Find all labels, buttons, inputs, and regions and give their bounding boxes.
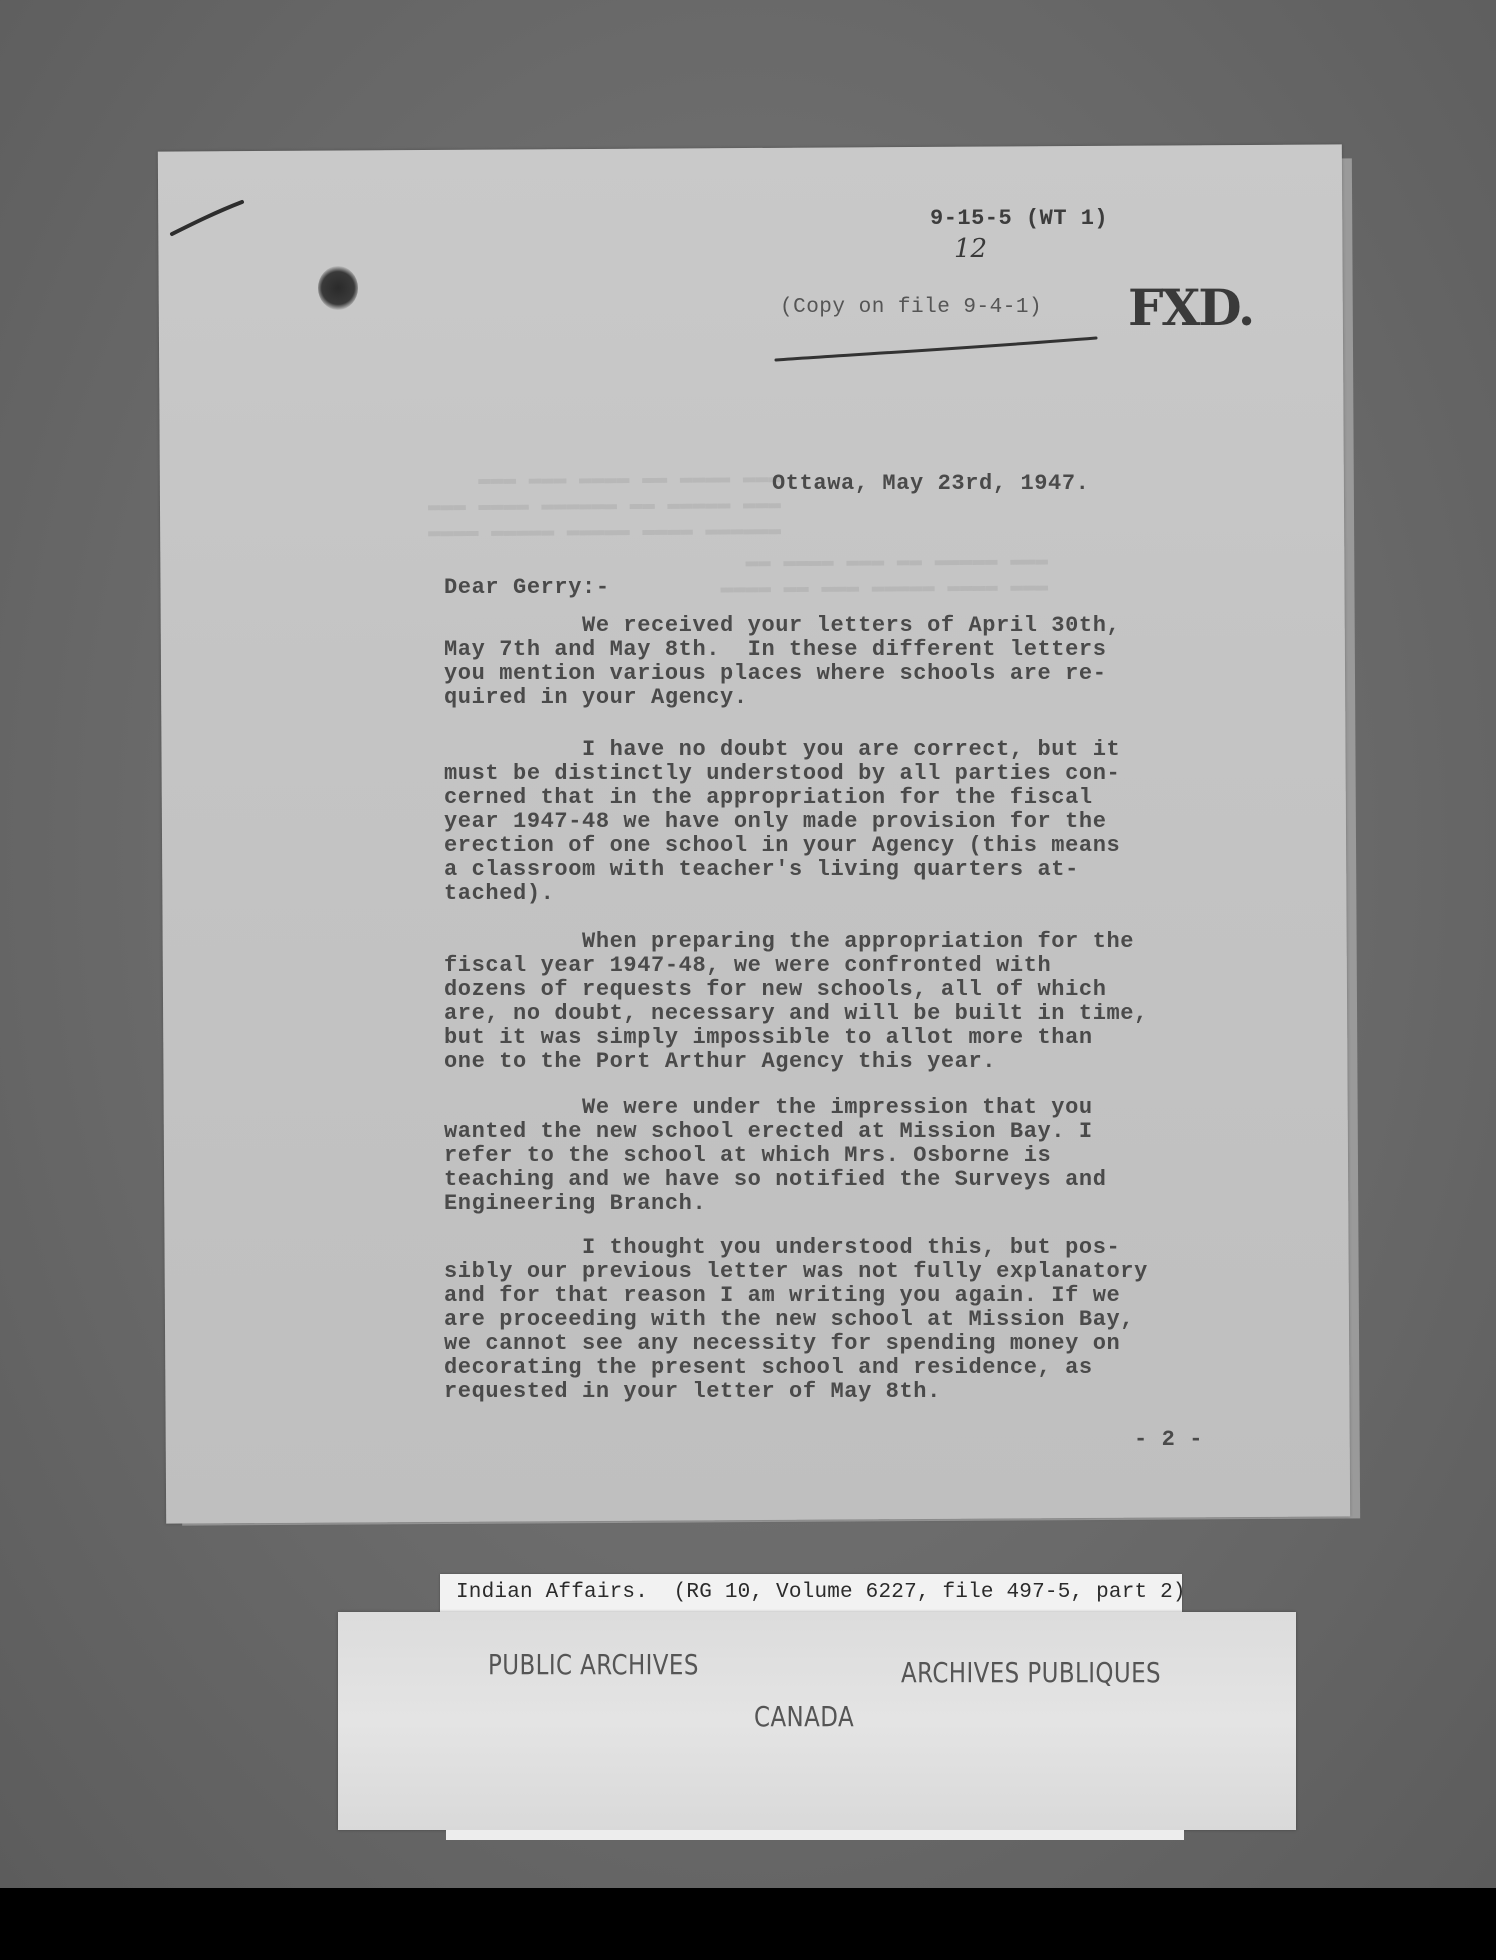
text-line: quired in your Agency.: [444, 685, 748, 710]
text-line: I thought you understood this, but pos-: [444, 1235, 1121, 1260]
text-line: are proceeding with the new school at Mission Bay,: [444, 1307, 1135, 1332]
text-line: We received your letters of April 30th,: [444, 613, 1121, 638]
text-line: Engineering Branch.: [444, 1191, 707, 1216]
paragraph-3: [444, 930, 1224, 1074]
handwritten-number: 12: [954, 234, 988, 264]
file-reference-number: 9-15-5 (WT 1): [930, 206, 1109, 231]
text-line: I have no doubt you are correct, but it: [444, 737, 1121, 762]
page-number: - 2 -: [1134, 1427, 1204, 1452]
text-line: May 7th and May 8th. In these different letters: [444, 637, 1107, 662]
text-line: you mention various places where schools are re-: [444, 661, 1107, 686]
text-line: tached).: [444, 881, 555, 906]
label-bottom-strip: [446, 1830, 1184, 1840]
text-line: and for that reason I am writing you again. If we: [444, 1283, 1121, 1308]
text-line: year 1947-48 we have only made provision for the: [444, 809, 1107, 834]
text-line: one to the Port Arthur Agency this year.: [444, 1049, 997, 1074]
bleed-through-text-2: ▬▬▬ ▬▬▬▬▬ ▬▬ ▬▬▬ ▬▬▬▬ ▬▬ ▬▬▬ ▬▬▬▬ ▬▬▬▬▬ ▬▬▬ ▬▬ ▬▬▬▬: [720, 549, 1049, 601]
text-line: dozens of requests for new schools, all of which: [444, 977, 1107, 1002]
fxd-stamp: FXD.: [1128, 278, 1254, 337]
text-line: We were under the impression that you: [444, 1095, 1093, 1120]
text-line: teaching and we have so notified the Surveys and: [444, 1167, 1107, 1192]
archive-label-english: PUBLIC ARCHIVES: [488, 1648, 699, 1681]
bleed-through-text: ▬▬▬ ▬▬▬▬ ▬▬ ▬▬▬▬ ▬▬▬ ▬▬▬ ▬▬▬ ▬▬▬▬▬ ▬▬ ▬▬▬▬▬▬ ▬▬▬▬ ▬▬▬ ▬▬▬▬▬▬ ▬▬▬▬ ▬▬▬▬▬ ▬▬▬▬▬ ▬▬▬▬: [427, 466, 782, 544]
text-line: sibly our previous letter was not fully explanatory: [444, 1259, 1148, 1284]
text-line: we cannot see any necessity for spending money on: [444, 1331, 1121, 1356]
handwritten-underline: [772, 330, 1100, 370]
dateline: Ottawa, May 23rd, 1947.: [772, 471, 1090, 496]
text-line: erection of one school in your Agency (this means: [444, 833, 1121, 858]
copy-on-file-note: (Copy on file 9-4-1): [780, 296, 1043, 319]
paragraph-5: [444, 1236, 1224, 1404]
text-line: When preparing the appropriation for the: [444, 929, 1135, 954]
text-line: cerned that in the appropriation for the fiscal: [444, 785, 1093, 810]
archive-label-french: ARCHIVES PUBLIQUES: [901, 1656, 1161, 1689]
text-line: but it was simply impossible to allot more than: [444, 1025, 1093, 1050]
film-edge-bar: [0, 1888, 1496, 1960]
archive-caption: Indian Affairs. (RG 10, Volume 6227, file 497-5, part 2): [456, 1581, 1186, 1604]
text-line: must be distinctly understood by all parties con-: [444, 761, 1121, 786]
punch-hole-blot: [318, 266, 358, 310]
archive-label-card: [338, 1612, 1296, 1830]
paragraph-2: [444, 738, 1224, 906]
text-line: decorating the present school and residence, as: [444, 1355, 1093, 1380]
text-line: fiscal year 1947-48, we were confronted with: [444, 953, 1052, 978]
caption-strip: [440, 1574, 1186, 1612]
text-line: a classroom with teacher's living quarters at-: [444, 857, 1079, 882]
text-line: wanted the new school erected at Mission Bay. I: [444, 1119, 1093, 1144]
salutation: Dear Gerry:-: [444, 575, 610, 600]
paragraph-1: [444, 614, 1224, 710]
archive-label-country: CANADA: [754, 1700, 855, 1733]
text-line: refer to the school at which Mrs. Osborne is: [444, 1143, 1052, 1168]
text-line: requested in your letter of May 8th.: [444, 1379, 941, 1404]
pen-stroke-mark: [168, 196, 248, 240]
paragraph-4: [444, 1096, 1224, 1216]
text-line: are, no doubt, necessary and will be built in time,: [444, 1001, 1148, 1026]
